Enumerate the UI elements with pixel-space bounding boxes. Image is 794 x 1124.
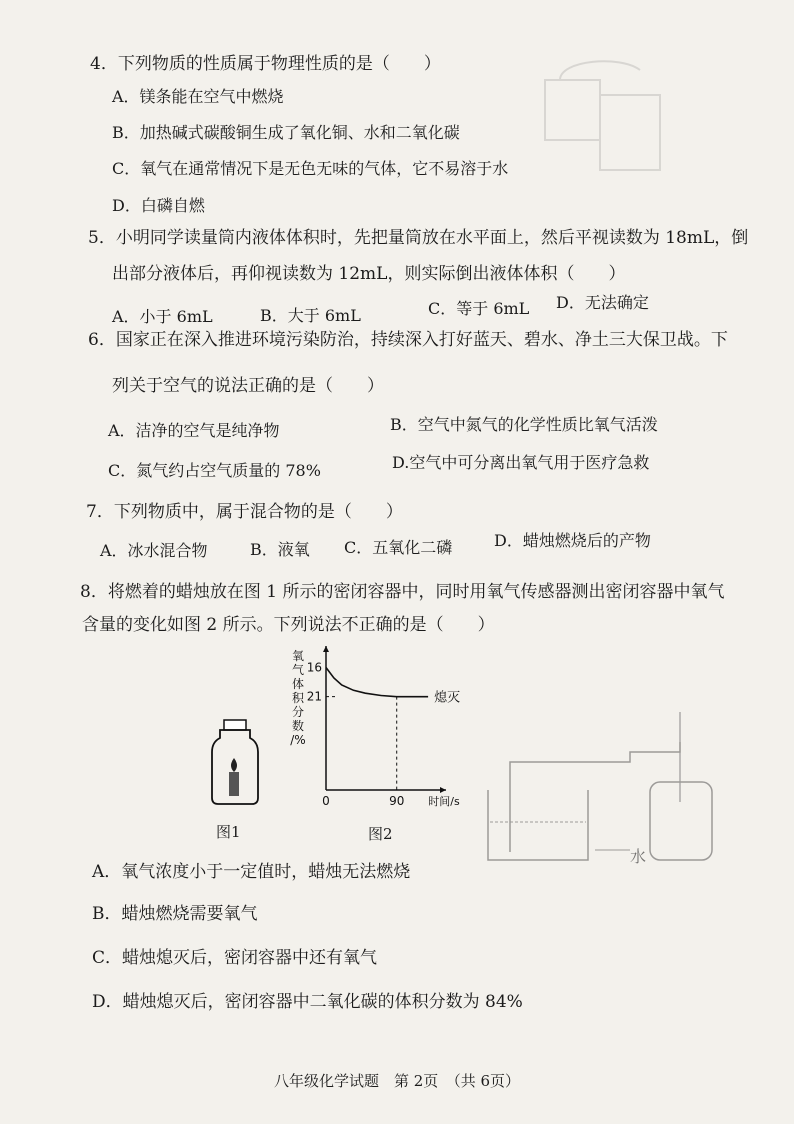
y-tick-label: 21 <box>306 689 322 704</box>
figure2-oxygen-chart <box>284 642 461 812</box>
bleed-water-label: 水 <box>630 847 647 866</box>
annotation-extinguished: 熄灭 <box>434 690 461 706</box>
q8-option-d[interactable]: D．蜡烛熄灭后，密闭容器中二氧化碳的体积分数为 84% <box>92 992 523 1012</box>
q6-stem-line1: 6．国家正在深入推进环境污染防治，持续深入打好蓝天、碧水、净土三大保卫战。下 <box>88 330 728 350</box>
q6-option-c[interactable]: C．氮气约占空气质量的 78% <box>108 461 321 480</box>
x-tick-label: 90 <box>389 794 405 808</box>
page-footer: 八年级化学试题 第 2页 （共 6页） <box>273 1072 521 1090</box>
figure2-caption: 图2 <box>368 825 393 843</box>
q8-option-b[interactable]: B．蜡烛燃烧需要氧气 <box>92 904 258 924</box>
oxygen-series-line <box>326 668 428 697</box>
y-axis-label-char: 气 <box>291 663 305 677</box>
q5-stem-line1: 5．小明同学读量筒内液体体积时，先把量筒放在水平面上，然后平视读数为 18mL，倒 <box>88 228 749 248</box>
q6-option-a[interactable]: A．洁净的空气是纯净物 <box>108 421 280 440</box>
q5-stem-line2: 出部分液体后，再仰视读数为 12mL，则实际倒出液体体积（ ） <box>112 264 626 284</box>
q4-stem: 4．下列物质的性质属于物理性质的是（ ） <box>90 54 441 74</box>
bleed-through-apparatus-right <box>480 712 740 862</box>
y-axis-label-char: 积 <box>291 691 305 705</box>
y-axis-label-char: /% <box>290 733 306 747</box>
q6-stem-line2: 列关于空气的说法正确的是（ ） <box>112 376 384 396</box>
q8-option-a[interactable]: A．氧气浓度小于一定值时，蜡烛无法燃烧 <box>92 862 411 882</box>
q6-option-d[interactable]: D.空气中可分离出氧气用于医疗急救 <box>392 453 650 472</box>
q6-option-b[interactable]: B．空气中氮气的化学性质比氧气活泼 <box>390 415 658 434</box>
q4-option-b[interactable]: B．加热碱式碳酸铜生成了氧化铜、水和二氧化碳 <box>112 123 460 142</box>
x-axis-arrow-icon <box>440 787 446 793</box>
y-axis-label-char: 数 <box>291 719 305 733</box>
jar-cap <box>224 720 246 730</box>
figure1-caption: 图1 <box>216 823 241 841</box>
q4-option-a[interactable]: A．镁条能在空气中燃烧 <box>112 87 284 106</box>
q7-stem: 7．下列物质中，属于混合物的是（ ） <box>86 502 403 522</box>
x-tick-label: 0 <box>322 794 330 808</box>
q7-option-b[interactable]: B．液氧 <box>250 540 310 559</box>
q4-option-c[interactable]: C．氧气在通常情况下是无色无味的气体，它不易溶于水 <box>112 159 509 178</box>
candle-flame-icon <box>231 758 237 772</box>
q8-stem-line1: 8．将燃着的蜡烛放在图 1 所示的密闭容器中，同时用氧气传感器测出密闭容器中氧气 <box>80 582 725 602</box>
y-axis-label-char: 体 <box>291 677 305 691</box>
y-axis-label-char: 氧 <box>291 649 305 663</box>
x-axis-label: 时间/s <box>428 795 460 808</box>
y-axis-arrow-icon <box>323 646 329 652</box>
q5-option-c[interactable]: C．等于 6mL <box>428 299 530 318</box>
q8-option-c[interactable]: C．蜡烛熄灭后，密闭容器中还有氧气 <box>92 948 378 968</box>
y-tick-label: 16 <box>306 660 322 675</box>
q8-stem-line2: 含量的变化如图 2 所示。下列说法不正确的是（ ） <box>82 615 495 635</box>
q7-option-c[interactable]: C．五氧化二磷 <box>344 538 453 557</box>
q5-option-d[interactable]: D．无法确定 <box>556 293 649 312</box>
q7-option-a[interactable]: A．冰水混合物 <box>100 541 208 560</box>
q4-option-d[interactable]: D．白磷自燃 <box>112 196 205 215</box>
q5-option-b[interactable]: B．大于 6mL <box>260 306 361 325</box>
q7-option-d[interactable]: D．蜡烛燃烧后的产物 <box>494 531 651 550</box>
candle <box>229 772 239 796</box>
q5-option-a[interactable]: A．小于 6mL <box>112 307 213 326</box>
figure1-sealed-jar <box>206 718 266 808</box>
y-axis-label-char: 分 <box>291 705 305 719</box>
